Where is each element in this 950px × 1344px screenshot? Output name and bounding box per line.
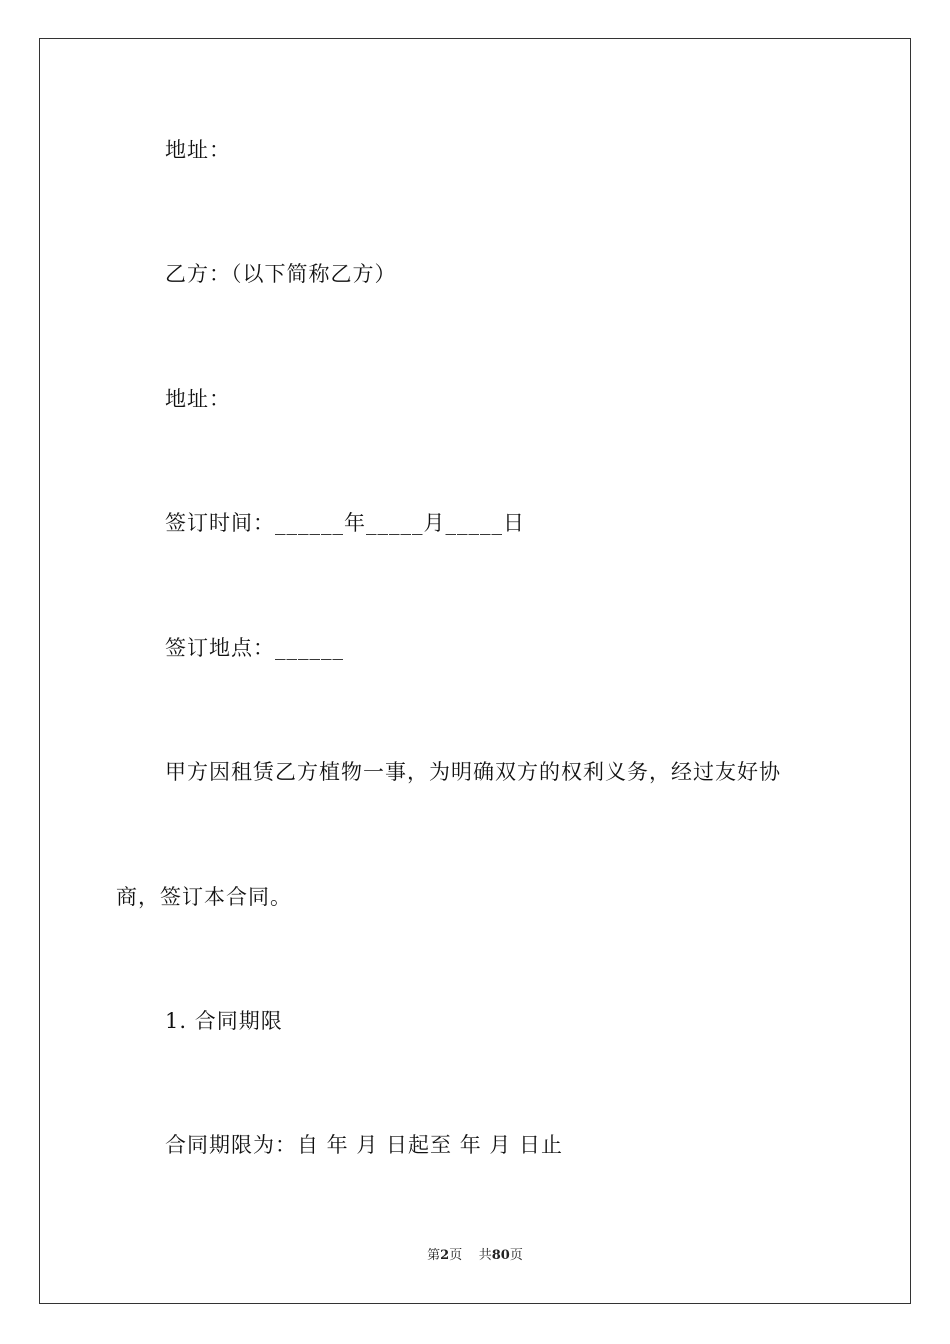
page-frame [39, 38, 911, 1304]
party-b-address-line: 地址： [165, 387, 231, 411]
party-b-line: 乙方：（以下简称乙方） [165, 262, 397, 286]
page-footer [0, 1248, 950, 1264]
footer-total-prefix: 共 [478, 1248, 492, 1263]
footer-page-number: 2 [440, 1248, 450, 1263]
party-a-address-line: 地址： [165, 138, 231, 162]
section-heading-term: 1. 合同期限 [165, 1009, 283, 1033]
signing-date-line: 签订时间：______年_____月_____日 [165, 511, 525, 535]
footer-page-unit: 页 [449, 1248, 463, 1263]
footer-page-prefix: 第 [427, 1248, 441, 1263]
footer-total-pages: 80 [491, 1248, 510, 1263]
term-period-line: 合同期限为：自 年 月 日起至 年 月 日止 [165, 1133, 564, 1157]
footer-total-unit: 页 [509, 1248, 523, 1263]
purpose-paragraph-line-1: 甲方因租赁乙方植物一事，为明确双方的权利义务，经过友好协 [165, 760, 781, 784]
signing-place-line: 签订地点：______ [165, 636, 344, 660]
purpose-paragraph-line-2: 商，签订本合同。 [116, 885, 292, 909]
